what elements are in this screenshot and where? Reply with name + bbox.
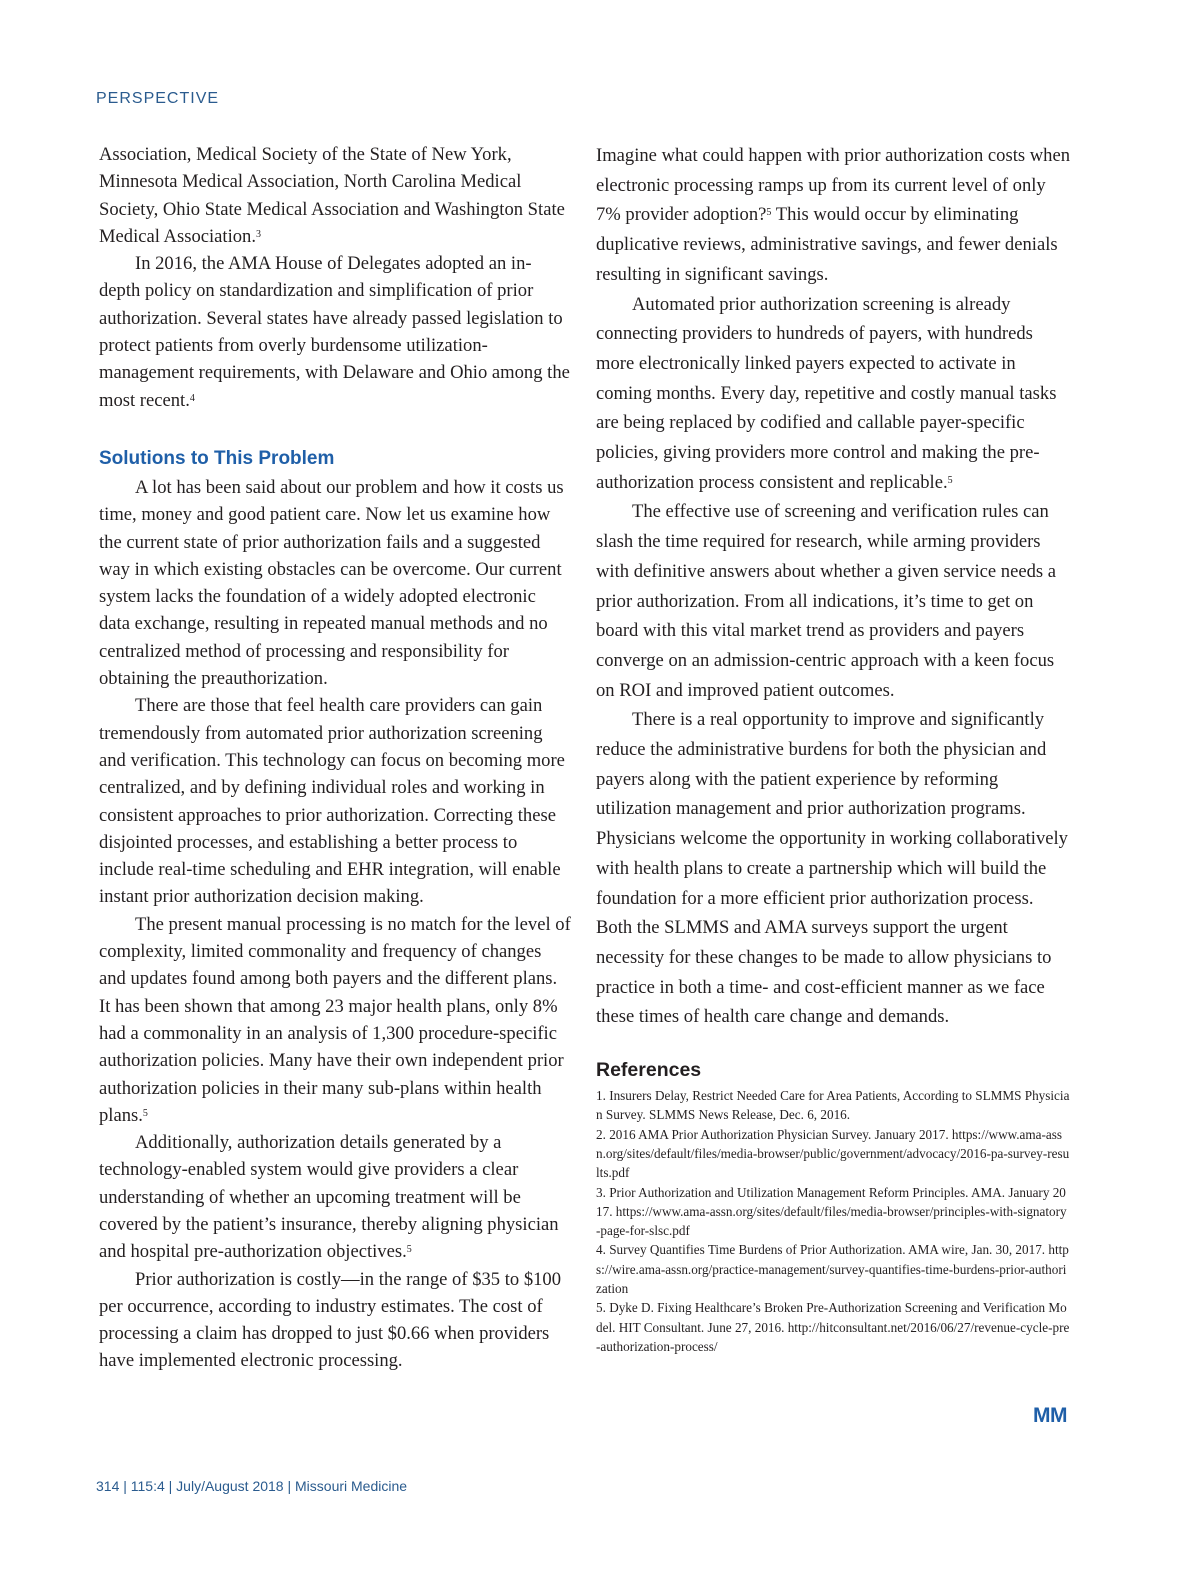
paragraph: The effective use of screening and verification rules can slash the time required for research, while arming providers with definitive answers about whether a given service needs a prior authorization. From all indications, it’s time to get on board with this vital market trend as providers and payers converge on an admission-centric approach with a keen focus on ROI and improved patient outcomes. [596, 501, 1057, 701]
reference-item: 2. 2016 AMA Prior Authorization Physician Survey. January 2017. https://www.ama-assn.org/sites/default/files/media-browser/public/government/advocacy/2016-pa-survey-results.pdf [596, 1126, 1070, 1181]
section-label: PERSPECTIVE [96, 90, 220, 107]
paragraph: Additionally, authorization details generated by a technology-enabled system would give providers a clear understanding of whether an upcoming treatment will be covered by the patient’s insurance, thereby aligning physician and hospital pre-authorization objectives.$^5$ [99, 1132, 559, 1263]
reference-item: 5. Dyke D. Fixing Healthcare’s Broken Pre-Authorization Screening and Verification Model. HIT Consultant. June 27, 2016. http://hitconsultant.net/2016/06/27/revenue-cycle-pre-authorization-process/ [596, 1300, 1070, 1354]
page-footer: 314 | 115:4 | July/August 2018 | Missouri Medicine [96, 1478, 408, 1494]
right-column [596, 141, 1070, 1356]
reference-item: 1. Insurers Delay, Restrict Needed Care for Area Patients, According to SLMMS Physician Survey. SLMMS News Release, Dec. 6, 2016. [596, 1088, 1070, 1123]
paragraph: There are those that feel health care providers can gain tremendously from automated prior authorization screening and verification. This technology can focus on becoming more centralized, and by defining individual roles and working in consistent approaches to prior authorization. Correcting these disjointed processes, and establishing a better process to include real-time scheduling and EHR integration, will enable instant prior authorization decision making. [99, 695, 565, 908]
section-heading: Solutions to This Problem [99, 447, 335, 469]
references-list [596, 1086, 1070, 1356]
reference-item: 4. Survey Quantifies Time Burdens of Prior Authorization. AMA wire, Jan. 30, 2017. https://wire.ama-assn.org/practice-management/survey-quantifies-time-burdens-prior-authorization [596, 1242, 1069, 1297]
citation: 5 [947, 474, 953, 486]
citation: 5 [766, 207, 772, 219]
paragraph: Automated prior authorization screening is already connecting providers to hundreds of payers, with hundreds more electronically linked payers expected to activate in coming months. Every day, repetitive and costly manual tasks are being replaced by codified and callable payer-specific policies, giving providers more control and making the pre-authorization process consistent and replicable.$^5$ [596, 293, 1057, 493]
paragraph: Prior authorization is costly—in the range of $35 to $100 per occurrence, according to industry estimates. The cost of processing a claim has dropped to just $0.66 when providers have implemented electronic processing. [99, 1268, 562, 1372]
paragraph: There is a real opportunity to improve and significantly reduce the administrative burdens for both the physician and payers along with the patient experience by reforming utilization management and prior authorization programs. Physicians welcome the opportunity in working collaboratively with health plans to create a partnership which will build the foundation for a more efficient prior authorization process. Both the SLMMS and AMA surveys support the urgent necessity for these changes to be made to allow physicians to practice in both a time- and cost-efficient manner as we face these times of health care change and demands. [596, 709, 1068, 1028]
citation: 3 [255, 228, 261, 240]
paragraph: A lot has been said about our problem and how it costs us time, money and good patient care. Now let us examine how the current state of prior authorization fails and a suggested way in which existing obstacles can be overcome. Our current system lacks the foundation of a widely adopted electronic data exchange, resulting in repeated manual methods and no centralized method of processing and responsibility for obtaining the preauthorization. [99, 476, 564, 690]
paragraph: Imagine what could happen with prior authorization costs when electronic processing ramps up from its current level of only 7% provider adoption?$^5$ This would occur by eliminating duplicative reviews, administrative savings, and fewer denials resulting in significant savings. [596, 145, 1071, 285]
paragraph: Association, Medical Society of the State of New York, Minnesota Medical Association, North Carolina Medical Society, Ohio State Medical Association and Washington State Medical Association.$^3$ [99, 144, 565, 247]
citation: 4 [189, 392, 195, 404]
mm-logo: MM [1033, 1404, 1067, 1427]
paragraph: In 2016, the AMA House of Delegates adopted an in-depth policy on standardization and simplification of prior authorization. Several states have already passed legislation to protect patients from overly burdensome utilization-management requirements, with Delaware and Ohio among the most recent.$^4$ [99, 253, 570, 411]
paragraph: The present manual processing is no match for the level of complexity, limited commonality and frequency of changes and updates found among both payers and the different plans. It has been shown that among 23 major health plans, only 8% had a commonality in an analysis of 1,300 procedure-specific authorization policies. Many have their own independent prior authorization policies in their many sub-plans within health plans.$^5$ [99, 913, 571, 1126]
citation: 5 [406, 1244, 412, 1256]
citation: 5 [142, 1107, 148, 1119]
references-heading: References [596, 1059, 702, 1082]
reference-item: 3. Prior Authorization and Utilization Management Reform Principles. AMA. January 2017. https://www.ama-assn.org/sites/default/files/media-browser/principles-with-signatory-page-for-slsc.pdf [596, 1184, 1067, 1239]
left-column [99, 141, 571, 1375]
